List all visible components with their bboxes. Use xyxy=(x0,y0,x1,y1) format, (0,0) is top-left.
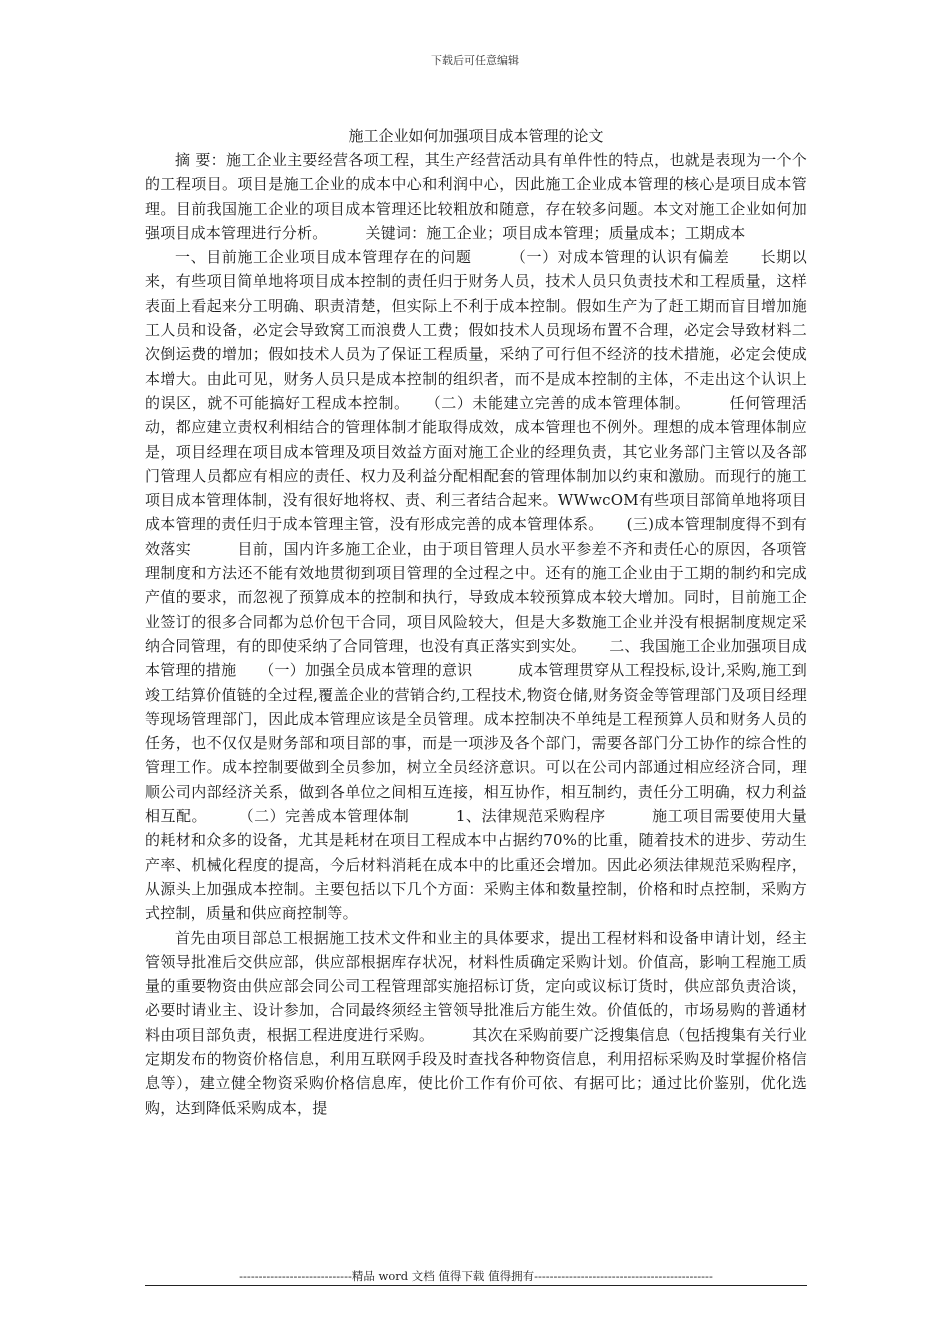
footer-text: -----------------------------精品 word 文档 值得下载 值得拥有---------------------------------------------- xyxy=(239,1269,713,1283)
document-body xyxy=(145,124,807,1120)
paragraph-abstract: 摘 要：施工企业主要经营各项工程，其生产经营活动具有单件性的特点，也就是表现为一个个的工程项目。项目是施工企业的成本中心和利润中心，因此施工企业成本管理的核心是项目成本管理。目前我国施工企业的项目成本管理还比较粗放和随意，存在较多问题。本文对施工企业如何加强项目成本管理进行分析。 关键词：施工企业；项目成本管理；质量成本；工期成本 xyxy=(145,151,807,242)
paragraph-main: 一、目前施工企业项目成本管理存在的问题 （一）对成本管理的认识有偏差 长期以来，有些项目简单地将项目成本控制的责任归于财务人员，技术人员只负责技术和工程质量，这样表面上看起来分工明确、职责清楚，但实际上不利于成本控制。假如生产为了赶工期而盲目增加施工人员和设备，必定会导致窝工而浪费人工费；假如技术人员现场布置不合理，必定会导致材料二次倒运费的增加；假如技术人员为了保证工程质量，采纳了可行但不经济的技术措施，必定会使成本增大。由此可见，财务人员只是成本控制的组织者，而不是成本控制的主体，不走出这个认识上的误区，就不可能搞好工程成本控制。 （二）未能建立完善的成本管理体制。 任何管理活动，都应建立责权利相结合的管理体制才能取得成效，成本管理也不例外。理想的成本管理体制应是，项目经理在项目成本管理及项目效益方面对施工企业的经理负责，其它业务部门主管以及各部门管理人员都应有相应的责任、权力及利益分配相配套的管理体制加以约束和激励。而现行的施工项目成本管理体制，没有很好地将权、责、利三者结合起来。WWwcOM有些项目部简单地将项目成本管理的责任归于成本管理主管，没有形成完善的成本管理体系。 (三)成本管理制度得不到有效落实 目前，国内许多施工企业，由于项目管理人员水平参差不齐和责任心的原因，各项管理制度和方法还不能有效地贯彻到项目管理的全过程之中。还有的施工企业由于工期的制约和完成产值的要求，而忽视了预算成本的控制和执行，导致成本较预算成本较大增加。同时，目前施工企业签订的很多合同都为总价包干合同，项目风险较大，但是大多数施工企业并没有根据制度规定采纳合同管理，有的即使采纳了合同管理，也没有真正落实到实处。 二、我国施工企业加强项目成本管理的措施 （一）加强全员成本管理的意识 成本管理贯穿从工程投标,设计,采购,施工到竣工结算价值链的全过程,覆盖企业的营销合约,工程技术,物资仓储,财务资金等管理部门及项目经理等现场管理部门，因此成本管理应该是全员管理。成本控制决不单纯是工程预算人员和财务人员的任务，也不仅仅是财务部和项目部的事，而是一项涉及各个部门，需要各部门分工协作的综合性的管理工作。成本控制要做到全员参加，树立全员经济意识。可以在公司内部通过相应经济合同，理顺公司内部经济关系，做到各单位之间相互连接，相互协作，相互制约，责任分工明确，权力利益相互配。 （二）完善成本管理体制 1、法律规范采购程序 施工项目需要使用大量的耗材和众多的设备，尤其是耗材在项目工程成本中占据约70%的比重，随着技术的进步、劳动生产率、机械化程度的提高，今后材料消耗在成本中的比重还会增加。因此必须法律规范采购程序，从源头上加强成本控制。主要包括以下几个方面：采购主体和数量控制，价格和时点控制，采购方式控制，质量和供应商控制等。 xyxy=(145,248,807,923)
document-title: 施工企业如何加强项目成本管理的论文 xyxy=(348,127,604,145)
footer-divider xyxy=(145,1285,807,1286)
paragraph-procurement: 首先由项目部总工根据施工技术文件和业主的具体要求，提出工程材料和设备申请计划，经主管领导批准后交供应部，供应部根据库存状况，材料性质确定采购计划。价值高，影响工程施工质量的重要物资由供应部会同公司工程管理部实施招标订货，定向或议标订货时，供应部负责洽谈，必要时请业主、设计参加，合同最终须经主管领导批准后方能生效。价值低的，市场易购的普通材料由项目部负责，根据工程进度进行采购。 其次在采购前要广泛搜集信息（包括搜集有关行业定期发布的物资价格信息，利用互联网手段及时查找各种物资信息，利用招标采购及时掌握价格信息等），建立健全物资采购价格信息库，使比价工作有价可依、有据可比；通过比价鉴别，优化选购，达到降低采购成本，提 xyxy=(145,928,807,1117)
header-note: 下载后可任意编辑 xyxy=(431,54,519,67)
